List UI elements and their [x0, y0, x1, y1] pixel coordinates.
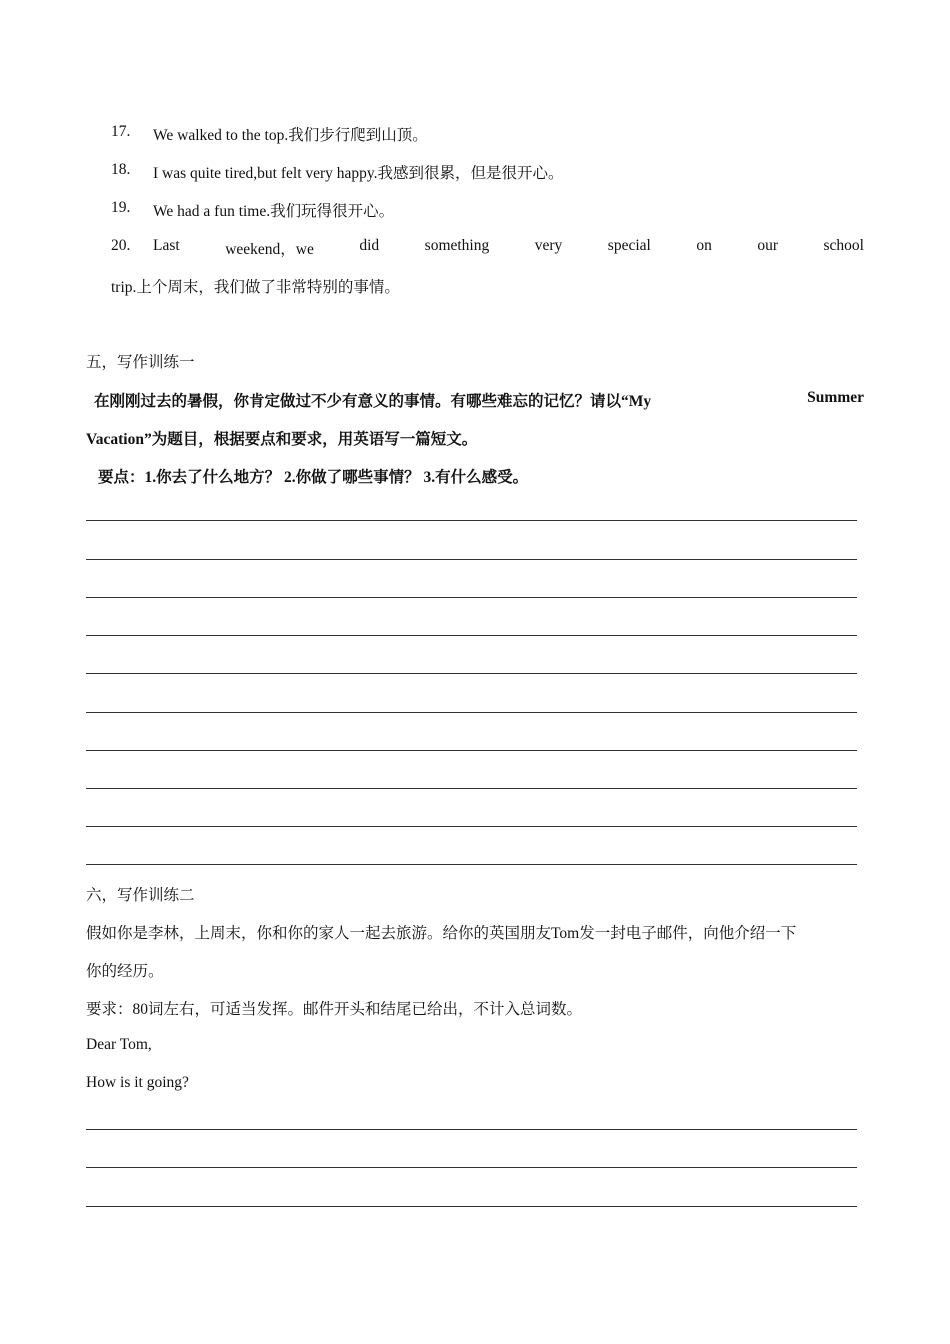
- answer-line[interactable]: [86, 712, 857, 713]
- word: school: [823, 237, 864, 254]
- section5-prompt-end: Summer: [807, 389, 864, 406]
- sentence-number: 18.: [111, 161, 131, 178]
- section5-prompt: 在刚刚过去的暑假，你肯定做过不少有意义的事情。有哪些难忘的记忆？请以“My: [94, 393, 652, 410]
- word: weekend，we: [225, 241, 314, 258]
- answer-line[interactable]: [86, 559, 857, 560]
- word: our: [757, 237, 779, 254]
- letter-opening: How is it going?: [86, 1074, 189, 1091]
- word: something: [424, 237, 490, 254]
- sentence-number: 17.: [111, 123, 131, 140]
- answer-line[interactable]: [86, 864, 857, 865]
- word: did: [359, 237, 380, 254]
- section5-prompt-line2: Vacation”为题目，根据要点和要求，用英语写一篇短文。: [86, 431, 478, 448]
- answer-line[interactable]: [86, 1129, 857, 1130]
- answer-line[interactable]: [86, 597, 857, 598]
- section6-prompt-line2: 你的经历。: [86, 963, 164, 980]
- answer-line[interactable]: [86, 826, 857, 827]
- sentence-text: I was quite tired,but felt very happy.我感到很累，但是很开心。: [153, 165, 564, 182]
- section6-requirements: 要求：80词左右，可适当发挥。邮件开头和结尾已给出，不计入总词数。: [86, 1001, 583, 1018]
- answer-line[interactable]: [86, 1206, 857, 1207]
- sentence-number: 20.: [111, 237, 131, 254]
- answer-line[interactable]: [86, 520, 857, 521]
- word: very: [534, 237, 563, 254]
- word: on: [696, 237, 712, 254]
- sentence-text-justified: [153, 237, 864, 259]
- word: special: [607, 237, 651, 254]
- sentence-text: We walked to the top.我们步行爬到山顶。: [153, 127, 428, 144]
- sentence-number: 19.: [111, 199, 131, 216]
- sentence-continuation: trip.上个周末，我们做了非常特别的事情。: [111, 279, 400, 296]
- answer-line[interactable]: [86, 1167, 857, 1168]
- section5-heading: 五，写作训练一: [86, 354, 195, 371]
- section5-points: 要点：1.你去了什么地方？ 2.你做了哪些事情？ 3.有什么感受。: [98, 469, 529, 486]
- answer-line[interactable]: [86, 788, 857, 789]
- answer-line[interactable]: [86, 673, 857, 674]
- letter-greeting: Dear Tom,: [86, 1036, 152, 1053]
- section6-heading: 六，写作训练二: [86, 887, 195, 904]
- section6-prompt: 假如你是李林，上周末，你和你的家人一起去旅游。给你的英国朋友Tom发一封电子邮件，向他介绍一下: [86, 925, 797, 942]
- answer-line[interactable]: [86, 750, 857, 751]
- word: Last: [153, 237, 180, 254]
- sentence-text: We had a fun time.我们玩得很开心。: [153, 203, 395, 220]
- answer-line[interactable]: [86, 635, 857, 636]
